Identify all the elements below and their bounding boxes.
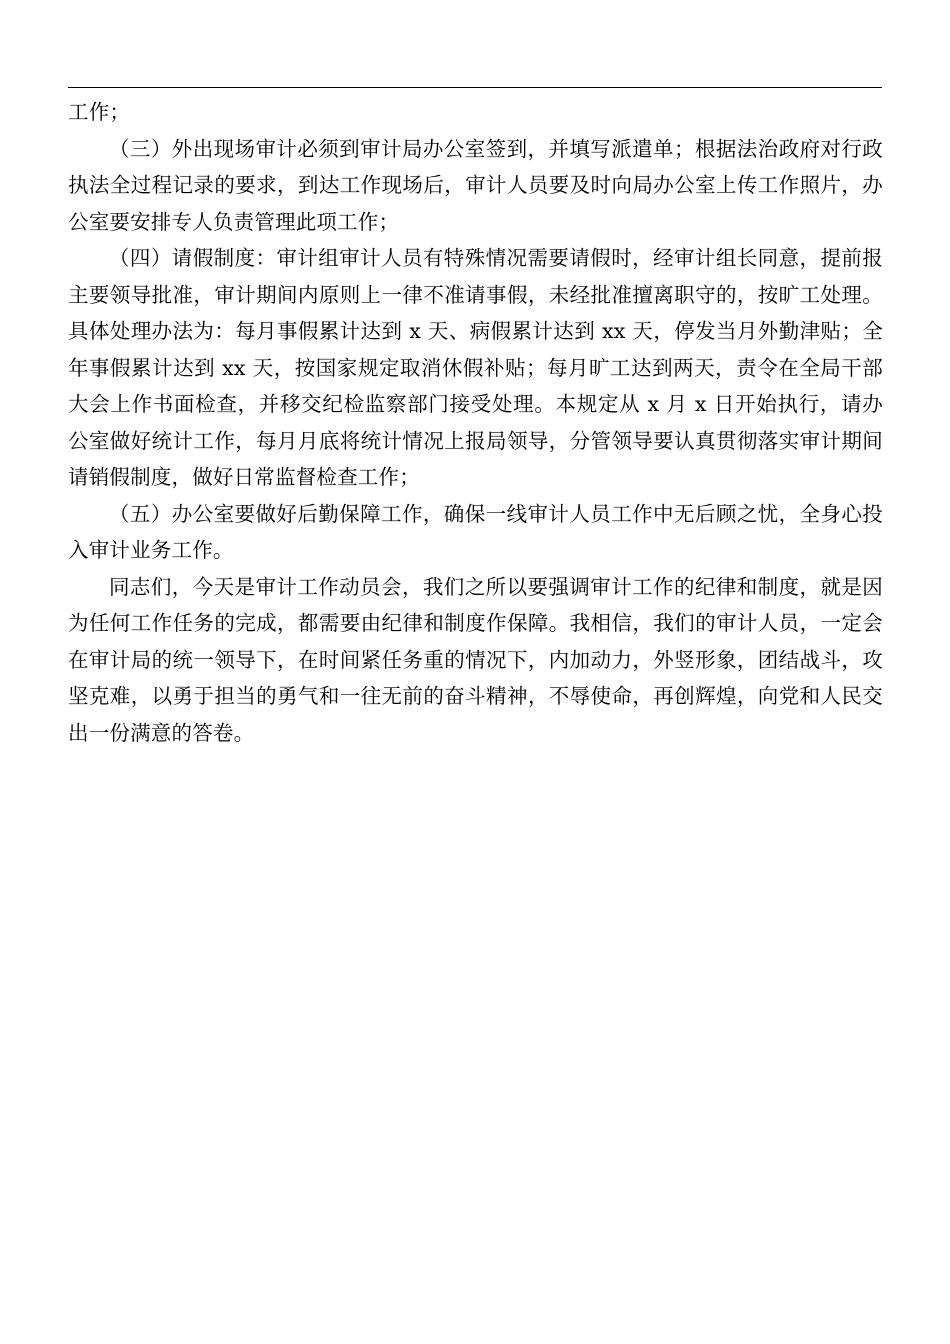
paragraph-continuation: 工作； [68, 100, 131, 124]
paragraph-item-3: （三）外出现场审计必须到审计局办公室签到，并填写派遣单；根据法治政府对行政执法全过程记录的要求，到达工作现场后，审计人员要及时向局办公室上传工作照片，办公室要安排专人负责管理此项工作； [68, 136, 883, 234]
paragraph-item-4: （四）请假制度：审计组审计人员有特殊情况需要请假时，经审计组长同意，提前报主要领导批准，审计期间内原则上一律不准请事假，未经批准擅离职守的，按旷工处理。具体处理办法为：每月事假累计达到 x 天、病假累计达到 xx 天，停发当月外勤津贴；全年事假累计达到 xx 天，按国家规定取消休假补贴；每月旷工达到两天，责令在全局干部大会上作书面检查，并移交纪检监察部门接受处理。本规定从 x 月 x 日开始执行，请办公室做好统计工作，每月月底将统计情况上报局领导，分管领导要认真贯彻落实审计期间请销假制度，做好日常监督检查工作； [68, 246, 883, 489]
paragraph-closing: 同志们，今天是审计工作动员会，我们之所以要强调审计工作的纪律和制度，就是因为任何工作任务的完成，都需要由纪律和制度作保障。我相信，我们的审计人员，一定会在审计局的统一领导下，在时间紧任务重的情况下，内加动力，外竖形象，团结战斗，攻坚克难，以勇于担当的勇气和一往无前的奋斗精神，不辱使命，再创辉煌，向党和人民交出一份满意的答卷。 [68, 574, 883, 745]
document-body [68, 94, 883, 751]
paragraph-item-5: （五）办公室要做好后勤保障工作，确保一线审计人员工作中无后顾之忧，全身心投入审计业务工作。 [68, 501, 883, 562]
header-rule [68, 87, 882, 88]
